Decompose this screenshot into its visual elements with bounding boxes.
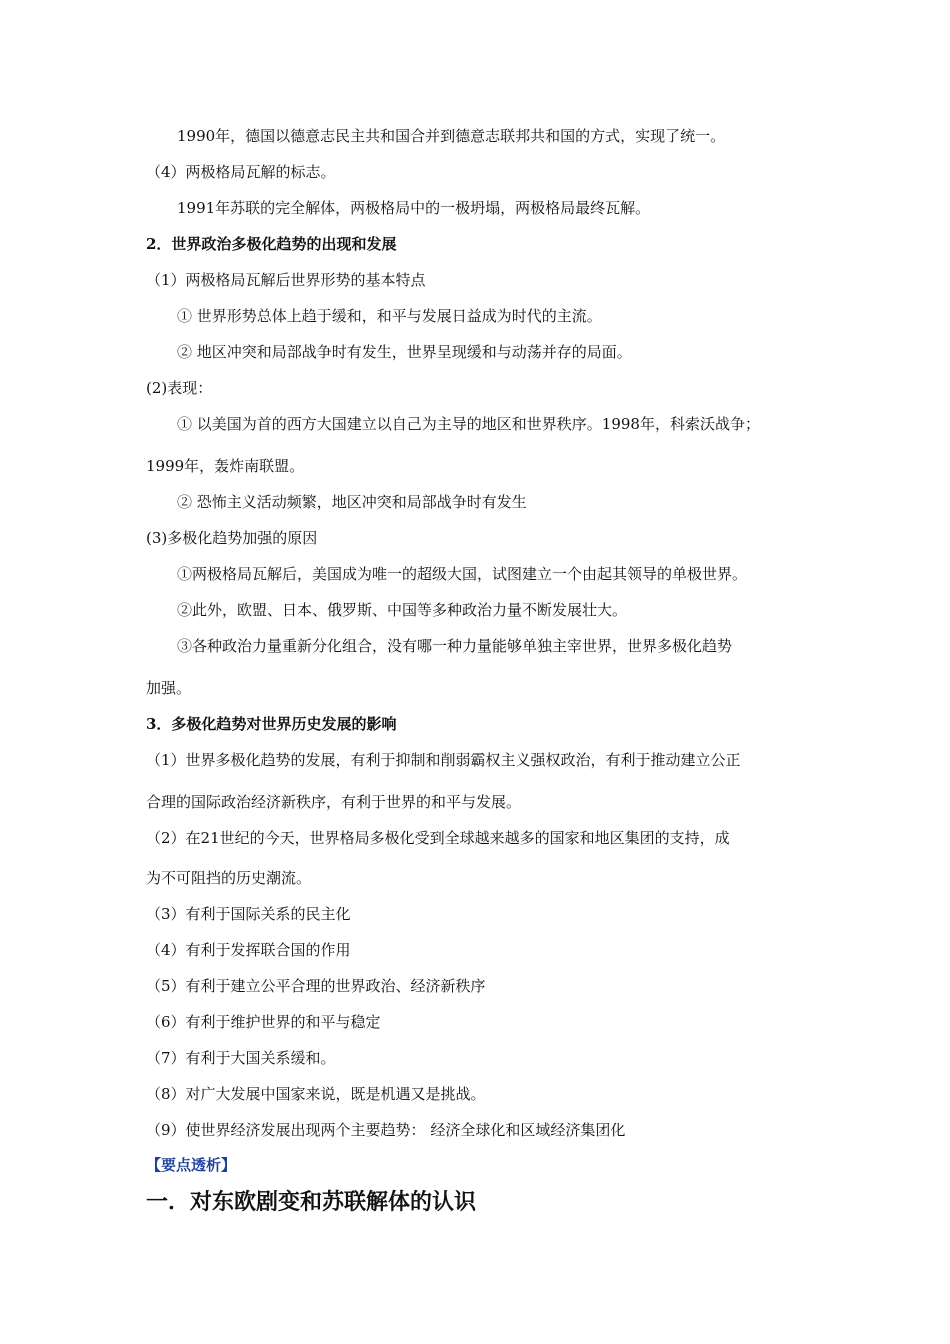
section-heading-impact: 3．多极化趋势对世界历史发展的影响	[146, 715, 397, 733]
impact-item-4: （4）有利于发挥联合国的作用	[146, 941, 351, 959]
key-points-tag: 【要点透析】	[146, 1156, 237, 1174]
impact-item-5: （5）有利于建立公平合理的世界政治、经济新秩序	[146, 977, 486, 995]
impact-item-3: （3）有利于国际关系的民主化	[146, 905, 351, 923]
subheading-bipolar-collapse-sign: （4）两极格局瓦解的标志。	[146, 163, 336, 181]
list-item-reason-3: ③各种政治力量重新分化组合，没有哪一种力量能够单独主宰世界，世界多极化趋势	[177, 637, 733, 655]
list-item-manifestation-1-cont: 1999年，轰炸南联盟。	[146, 457, 305, 475]
list-item-reason-2: ②此外，欧盟、日本、俄罗斯、中国等多种政治力量不断发展壮大。	[177, 601, 628, 619]
impact-item-8: （8）对广大发展中国家来说，既是机遇又是挑战。	[146, 1085, 486, 1103]
list-item-feature-1: ① 世界形势总体上趋于缓和，和平与发展日益成为时代的主流。	[177, 307, 602, 325]
subheading-basic-features: （1）两极格局瓦解后世界形势的基本特点	[146, 271, 426, 289]
impact-item-9: （9）使世界经济发展出现两个主要趋势： 经济全球化和区域经济集团化	[146, 1121, 626, 1139]
list-item-reason-3-cont: 加强。	[146, 679, 192, 697]
impact-item-1: （1）世界多极化趋势的发展，有利于抑制和削弱霸权主义强权政治，有利于推动建立公正	[146, 751, 741, 769]
list-item-reason-1: ①两极格局瓦解后，美国成为唯一的超级大国，试图建立一个由起其领导的单极世界。	[177, 565, 748, 583]
list-item-manifestation-1: ① 以美国为首的西方大国建立以自己为主导的地区和世界秩序。1998年，科索沃战争；	[177, 415, 760, 433]
impact-item-1-cont: 合理的国际政治经济新秩序，有利于世界的和平与发展。	[146, 793, 522, 811]
impact-item-2-cont: 为不可阻挡的历史潮流。	[146, 869, 312, 887]
paragraph-soviet-dissolution: 1991年苏联的完全解体，两极格局中的一极坍塌，两极格局最终瓦解。	[177, 199, 651, 217]
list-item-feature-2: ② 地区冲突和局部战争时有发生，世界呈现缓和与动荡并存的局面。	[177, 343, 632, 361]
list-item-manifestation-2: ② 恐怖主义活动频繁，地区冲突和局部战争时有发生	[177, 493, 527, 511]
impact-item-2: （2）在21世纪的今天，世界格局多极化受到全球越来越多的国家和地区集团的支持，成	[146, 829, 730, 847]
subheading-manifestation: (2)表现：	[146, 379, 213, 397]
impact-item-6: （6）有利于维护世界的和平与稳定	[146, 1013, 381, 1031]
subheading-reasons: (3)多极化趋势加强的原因	[146, 529, 318, 547]
impact-item-7: （7）有利于大国关系缓和。	[146, 1049, 336, 1067]
paragraph-germany-unification: 1990年，德国以德意志民主共和国合并到德意志联邦共和国的方式，实现了统一。	[177, 127, 726, 145]
heading-eastern-europe-soviet: 一．对东欧剧变和苏联解体的认识	[146, 1189, 477, 1215]
section-heading-multipolarity: 2．世界政治多极化趋势的出现和发展	[146, 235, 397, 253]
